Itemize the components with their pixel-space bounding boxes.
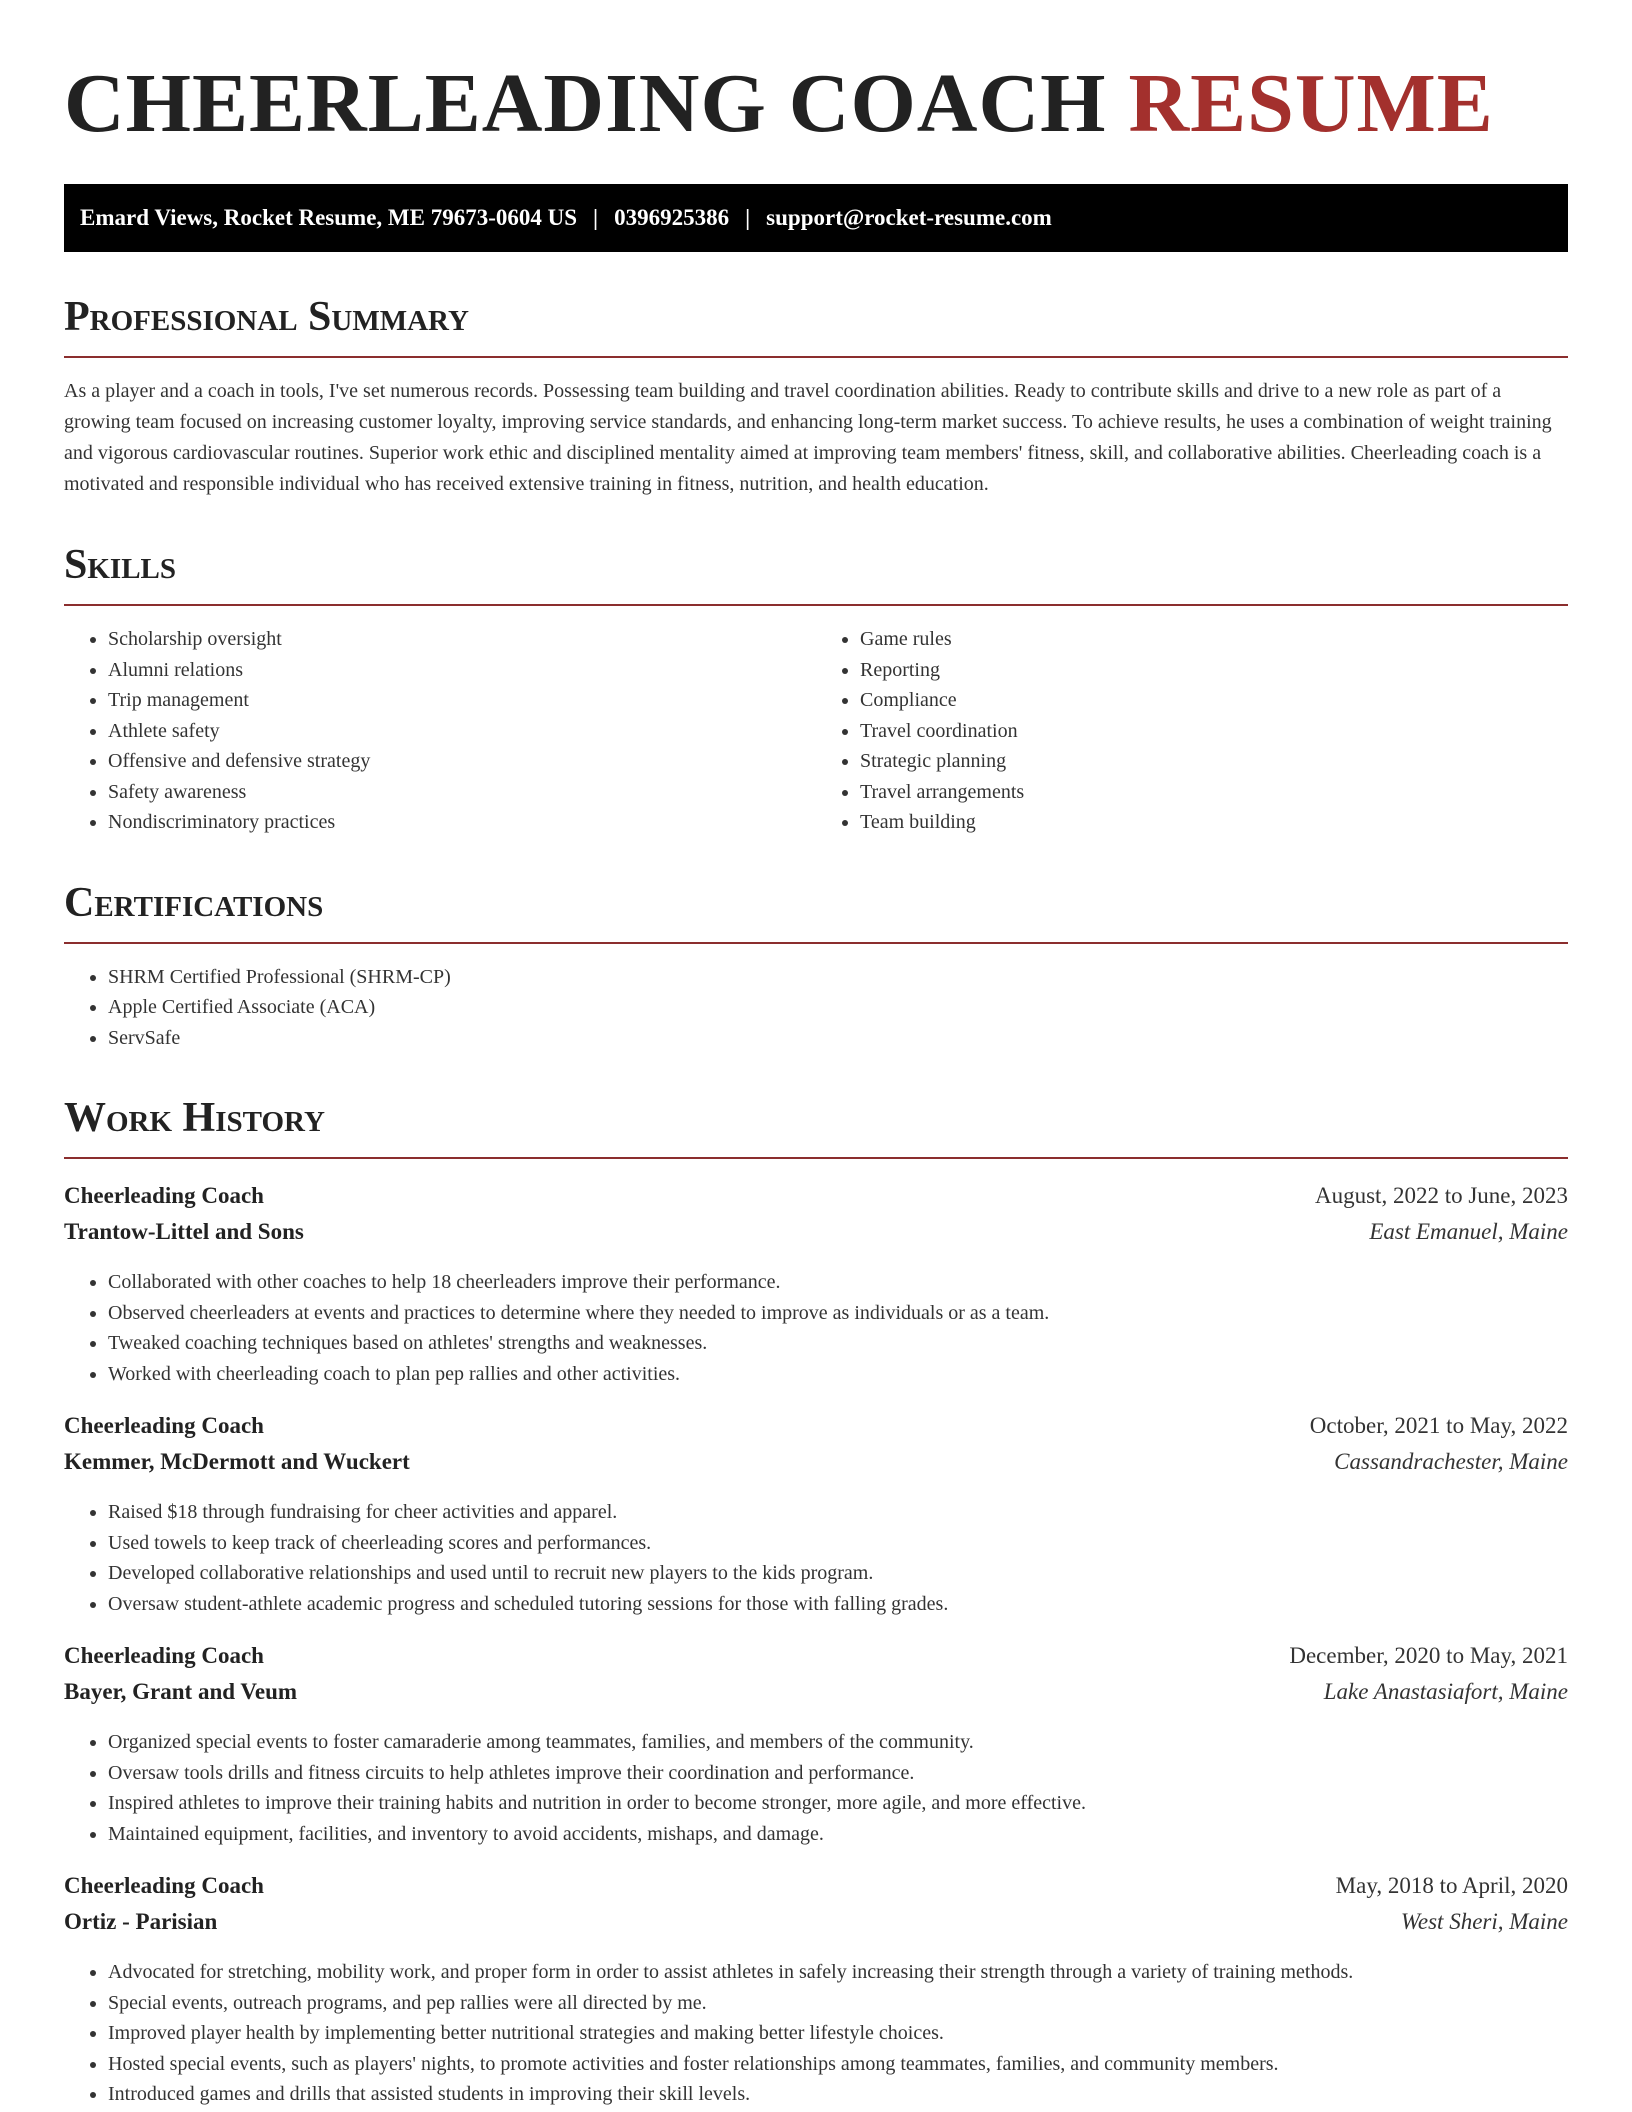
job-bullet: • Oversaw student-athlete academic progress and scheduled tutoring sessions for those with falling grades. <box>108 1589 1568 1620</box>
skill-item: • Strategic planning <box>860 746 1568 777</box>
skills-list-right <box>816 624 1568 838</box>
job-header-row <box>64 1413 1568 1449</box>
job-company-row <box>64 1449 1568 1485</box>
job-bullet: • Used towels to keep track of cheerleading scores and performances. <box>108 1528 1568 1559</box>
job-bullet: • Advocated for stretching, mobility work, and proper form in order to assist athletes in safely increasing their strength through a variety of training methods. <box>108 1957 1568 1988</box>
job-bullet: • Tweaked coaching techniques based on athletes' strengths and weaknesses. <box>108 1328 1568 1359</box>
section-divider <box>64 942 1568 944</box>
skill-item: • Reporting <box>860 655 1568 686</box>
section-heading: Work History <box>64 1095 325 1141</box>
title-main: CHEERLEADING COACH <box>64 57 1107 150</box>
job-header-row <box>64 1643 1568 1679</box>
summary-text: As a player and a coach in tools, I've set numerous records. Possessing team building and travel coordination abilities. Ready to contribute skills and drive to a new role as part of a growing team focused on increasing customer loyalty, improving service standards, and enhancing long-term market success. To achieve results, he uses a combination of weight training and vigorous cardiovascular routines. Superior work ethic and disciplined mentality aimed at improving team members' fitness, skill, and collaborative abilities. Cheerleading coach is a motivated and responsible individual who has received extensive training in fitness, nutrition, and health education. <box>64 380 1552 495</box>
job-company: Kemmer, McDermott and Wuckert <box>64 1449 410 1474</box>
job-bullets <box>64 1267 1568 1389</box>
certification-item: • Apple Certified Associate (ACA) <box>108 992 1568 1023</box>
skills-section <box>64 540 1568 838</box>
job-bullet: • Maintained equipment, facilities, and inventory to avoid accidents, mishaps, and damage. <box>108 1819 1568 1850</box>
job-bullet: • Observed cheerleaders at events and practices to determine where they needed to improve as individuals or as a team. <box>108 1298 1568 1329</box>
work-history-section <box>64 1093 1568 2110</box>
job-company: Bayer, Grant and Veum <box>64 1679 298 1704</box>
job-bullet: • Organized special events to foster camaraderie among teammates, families, and members of the community. <box>108 1727 1568 1758</box>
job-dates: October, 2021 to May, 2022 <box>1309 1413 1568 1438</box>
job-company-row <box>64 1219 1568 1255</box>
job-company: Trantow-Littel and Sons <box>64 1219 304 1244</box>
skill-item: • Team building <box>860 807 1568 838</box>
skill-item: • Nondiscriminatory practices <box>108 807 816 838</box>
job-bullet: • Collaborated with other coaches to help 18 cheerleaders improve their performance. <box>108 1267 1568 1298</box>
section-divider <box>64 1157 1568 1159</box>
job-entry <box>64 1413 1568 1619</box>
job-company-row <box>64 1909 1568 1945</box>
section-heading: Skills <box>64 542 177 588</box>
section-divider <box>64 356 1568 358</box>
job-title: Cheerleading Coach <box>64 1643 264 1668</box>
skill-item: • Travel arrangements <box>860 777 1568 808</box>
job-location: Lake Anastasiafort, Maine <box>1323 1679 1568 1704</box>
contact-bar <box>64 184 1568 252</box>
job-company: Ortiz - Parisian <box>64 1909 218 1934</box>
job-header-row <box>64 1873 1568 1909</box>
section-heading: Certifications <box>64 879 324 926</box>
job-bullets <box>64 1727 1568 1849</box>
contact-email: support@rocket-resume.com <box>766 205 1052 230</box>
job-dates: December, 2020 to May, 2021 <box>1289 1643 1568 1668</box>
job-title: Cheerleading Coach <box>64 1873 264 1898</box>
job-title: Cheerleading Coach <box>64 1183 264 1208</box>
job-header-row <box>64 1183 1568 1219</box>
contact-address: Emard Views, Rocket Resume, ME 79673-0604 US <box>80 205 578 230</box>
job-bullet: • Inspired athletes to improve their training habits and nutrition in order to become stronger, more agile, and more effective. <box>108 1788 1568 1819</box>
certification-item: • SHRM Certified Professional (SHRM-CP) <box>108 962 1568 993</box>
skill-item: • Compliance <box>860 685 1568 716</box>
job-company-row <box>64 1679 1568 1715</box>
job-bullets <box>64 1497 1568 1619</box>
certification-item: • ServSafe <box>108 1023 1568 1054</box>
skill-item: • Alumni relations <box>108 655 816 686</box>
job-bullets <box>64 1957 1568 2110</box>
job-bullet: • Raised $18 through fundraising for cheer activities and apparel. <box>108 1497 1568 1528</box>
skill-item: • Offensive and defensive strategy <box>108 746 816 777</box>
skill-item: • Travel coordination <box>860 716 1568 747</box>
skills-list-left <box>64 624 816 838</box>
job-dates: August, 2022 to June, 2023 <box>1315 1183 1568 1208</box>
job-bullet: • Developed collaborative relationships and used until to recruit new players to the kids program. <box>108 1558 1568 1589</box>
job-entry <box>64 1183 1568 1389</box>
skill-item: • Game rules <box>860 624 1568 655</box>
contact-separator: | <box>745 205 751 230</box>
skill-item: • Scholarship oversight <box>108 624 816 655</box>
contact-phone: 0396925386 <box>614 205 730 230</box>
title-accent: RESUME <box>1128 57 1494 150</box>
contact-separator: | <box>593 205 599 230</box>
job-entry <box>64 1873 1568 2110</box>
job-title: Cheerleading Coach <box>64 1413 264 1438</box>
job-bullet: • Worked with cheerleading coach to plan pep rallies and other activities. <box>108 1359 1568 1390</box>
certifications-section <box>64 878 1568 1054</box>
job-bullet: • Introduced games and drills that assisted students in improving their skill levels. <box>108 2079 1568 2110</box>
skill-item: • Athlete safety <box>108 716 816 747</box>
job-dates: May, 2018 to April, 2020 <box>1335 1873 1568 1898</box>
section-heading: Professional Summary <box>64 294 469 340</box>
skill-item: • Trip management <box>108 685 816 716</box>
job-location: West Sheri, Maine <box>1400 1909 1568 1934</box>
job-bullet: • Improved player health by implementing better nutritional strategies and making better lifestyle choices. <box>108 2018 1568 2049</box>
resume-title <box>64 0 1568 152</box>
job-bullet: • Hosted special events, such as players' nights, to promote activities and foster relationships among teammates, families, and community members. <box>108 2049 1568 2080</box>
skill-item: • Safety awareness <box>108 777 816 808</box>
skills-grid <box>64 606 1568 838</box>
summary-section <box>64 292 1568 500</box>
certifications-list <box>64 962 1568 1054</box>
job-bullet: • Oversaw tools drills and fitness circuits to help athletes improve their coordination and performance. <box>108 1758 1568 1789</box>
job-location: East Emanuel, Maine <box>1369 1219 1568 1244</box>
job-entry <box>64 1643 1568 1849</box>
job-bullet: • Special events, outreach programs, and pep rallies were all directed by me. <box>108 1988 1568 2019</box>
job-location: Cassandrachester, Maine <box>1334 1449 1568 1474</box>
